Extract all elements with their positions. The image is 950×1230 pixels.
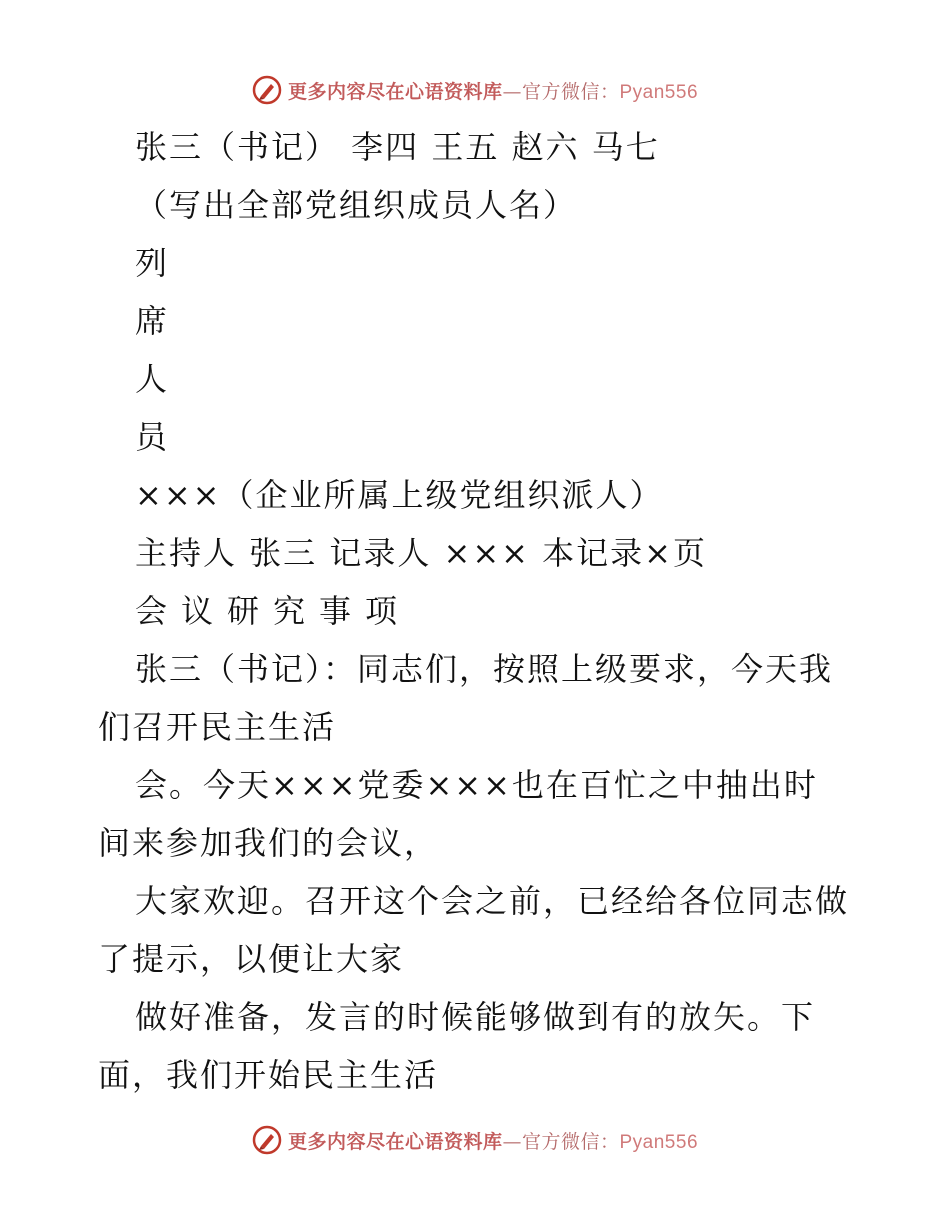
watermark-header [0,70,950,110]
observer-label-char-2: 席 [135,302,170,340]
watermark-brand: 更多内容尽在心语资料库 [287,1130,503,1153]
host-recorder-line: 主持人 张三 记录人 ××× 本记录×页 [135,534,707,572]
watermark-text [288,1127,698,1154]
observer-label-char-3: 人 [135,360,170,398]
paragraph-line: 张三（书记）：同志们，按照上级要求，今天我 [135,650,834,688]
watermark-separator: — [502,80,522,103]
paragraph-line: 间来参加我们的会议， [98,824,439,862]
paragraph-line: 大家欢迎。召开这个会之前，已经给各位同志做 [135,882,850,920]
watermark-id: Pyan556 [619,1131,699,1153]
watermark-brand: 更多内容尽在心语资料库 [287,80,503,103]
attendees-note: （写出全部党组织成员人名） [135,186,578,224]
observer-label-char-4: 员 [135,418,170,456]
observer-line: ×××（企业所属上级党组织派人） [135,476,664,514]
agenda-heading: 会议研究事项 [135,592,412,630]
paragraph-line: 做好准备，发言的时候能够做到有的放矢。下 [135,998,816,1036]
watermark-footer [0,1120,950,1160]
pen-logo-icon [252,75,282,105]
attendees-line: 张三（书记） 李四 王五 赵六 马七 [135,128,660,166]
watermark-text [288,77,698,104]
paragraph-line: 了提示，以便让大家 [98,940,405,978]
observer-label-char-1: 列 [135,244,170,282]
watermark-official: 官方微信： [521,80,620,103]
paragraph-line: 们召开民主生活 [98,708,337,746]
watermark-id: Pyan556 [619,81,699,103]
watermark-separator: — [502,1130,522,1153]
watermark-official: 官方微信： [521,1130,620,1153]
paragraph-line: 会。今天×××党委×××也在百忙之中抽出时 [135,766,818,804]
pen-logo-icon [252,1125,282,1155]
paragraph-line: 面，我们开始民主生活 [98,1056,439,1094]
